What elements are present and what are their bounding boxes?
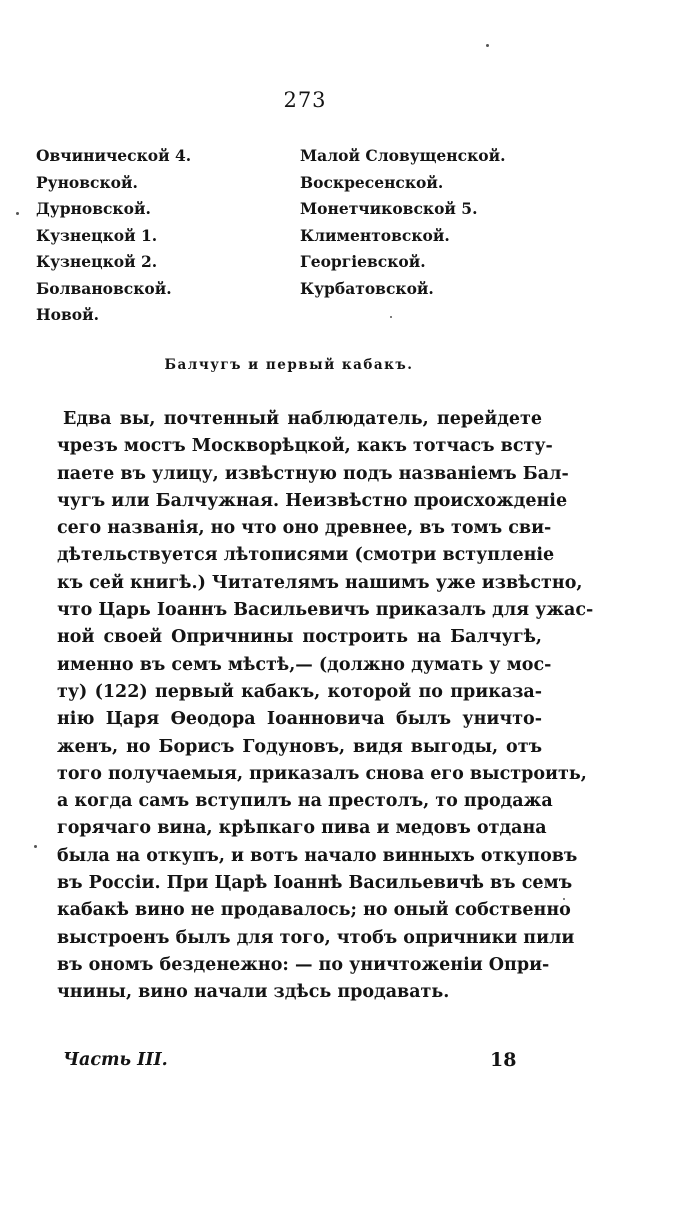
street-item: Климентовской.	[300, 225, 450, 245]
scan-speck	[34, 845, 37, 848]
scan-speck	[16, 212, 19, 215]
body-line: въ ономъ безденежно: — по уничтоженіи Опри-	[57, 954, 550, 975]
street-item: Руновской.	[36, 172, 138, 192]
footer-part-label: Часть III.	[63, 1050, 168, 1070]
body-line: ту) (122) первый кабакъ, которой по приказа-	[57, 681, 542, 702]
street-item: Новой.	[36, 305, 99, 324]
body-line: къ сей книгѣ.) Читателямъ нашимъ уже извѣстно,	[57, 572, 583, 593]
body-line: Едва вы, почтенный наблюдатель, перейдете	[63, 409, 542, 429]
street-item: Болвановской.	[36, 278, 172, 298]
street-item: Кузнецкой 1.	[36, 225, 158, 245]
street-item: Курбатовской.	[300, 278, 434, 298]
street-item: Воскресенской.	[300, 172, 444, 192]
body-line: паете въ улицу, извѣстную подъ названіемъ Бал-	[57, 463, 569, 484]
body-line: дѣтельствуется лѣтописями (смотри вступленіе	[57, 545, 555, 566]
street-item: Кузнецкой 2.	[36, 252, 158, 271]
body-line: именно въ семъ мѣстѣ,— (должно думать у мос-	[57, 654, 552, 675]
footer-signature-mark: 18	[490, 1049, 517, 1071]
page-number: 273	[283, 88, 327, 112]
body-line: горячаго вина, крѣпкаго пива и медовъ отдана	[57, 818, 547, 839]
body-line: того получаемыя, приказалъ снова его выстроить,	[57, 763, 587, 784]
body-line: чрезъ мостъ Москворѣцкой, какъ тотчасъ всту-	[57, 436, 553, 457]
body-line: чнины, вино начали здѣсь продавать.	[57, 982, 450, 1003]
body-text	[57, 406, 594, 1007]
body-line: что Царь Іоаннъ Васильевичъ приказалъ для ужас-	[57, 600, 594, 621]
body-line: кабакѣ вино не продавалось; но оный собственно	[57, 900, 571, 921]
section-title: Балчугъ и первый кабакъ.	[164, 357, 414, 373]
street-item: Дурновской.	[36, 199, 151, 218]
scan-speck	[486, 44, 489, 47]
body-line: выстроенъ былъ для того, чтобъ опричники пили	[57, 927, 575, 948]
body-line: была на откупъ, и вотъ начало винныхъ откуповъ	[57, 845, 578, 866]
body-line: женъ, но Борисъ Годуновъ, видя выгоды, отъ	[57, 736, 542, 757]
street-item: Георгіевской.	[300, 252, 426, 271]
body-line: а когда самъ вступилъ на престолъ, то продажа	[57, 791, 553, 812]
body-line: сего названія, но что оно древнее, въ томъ сви-	[57, 518, 552, 539]
street-list-right	[300, 143, 506, 302]
body-line: чугъ или Балчужная. Неизвѣстно происхожденіе	[57, 490, 568, 511]
body-line: нію Царя Ѳеодора Іоанновича былъ уничто-	[57, 709, 542, 730]
body-line: въ Россіи. При Царѣ Іоаннѣ Васильевичѣ въ семъ	[57, 873, 573, 894]
scan-speck	[563, 898, 565, 900]
street-item: Монетчиковской 5.	[300, 199, 478, 218]
street-item: Малой Словущенской.	[300, 146, 506, 165]
body-line: ной своей Опричнины построить на Балчугѣ,	[57, 627, 542, 648]
scan-speck	[390, 316, 392, 318]
street-item: Овчинической 4.	[36, 146, 192, 165]
street-list-left	[36, 143, 191, 329]
